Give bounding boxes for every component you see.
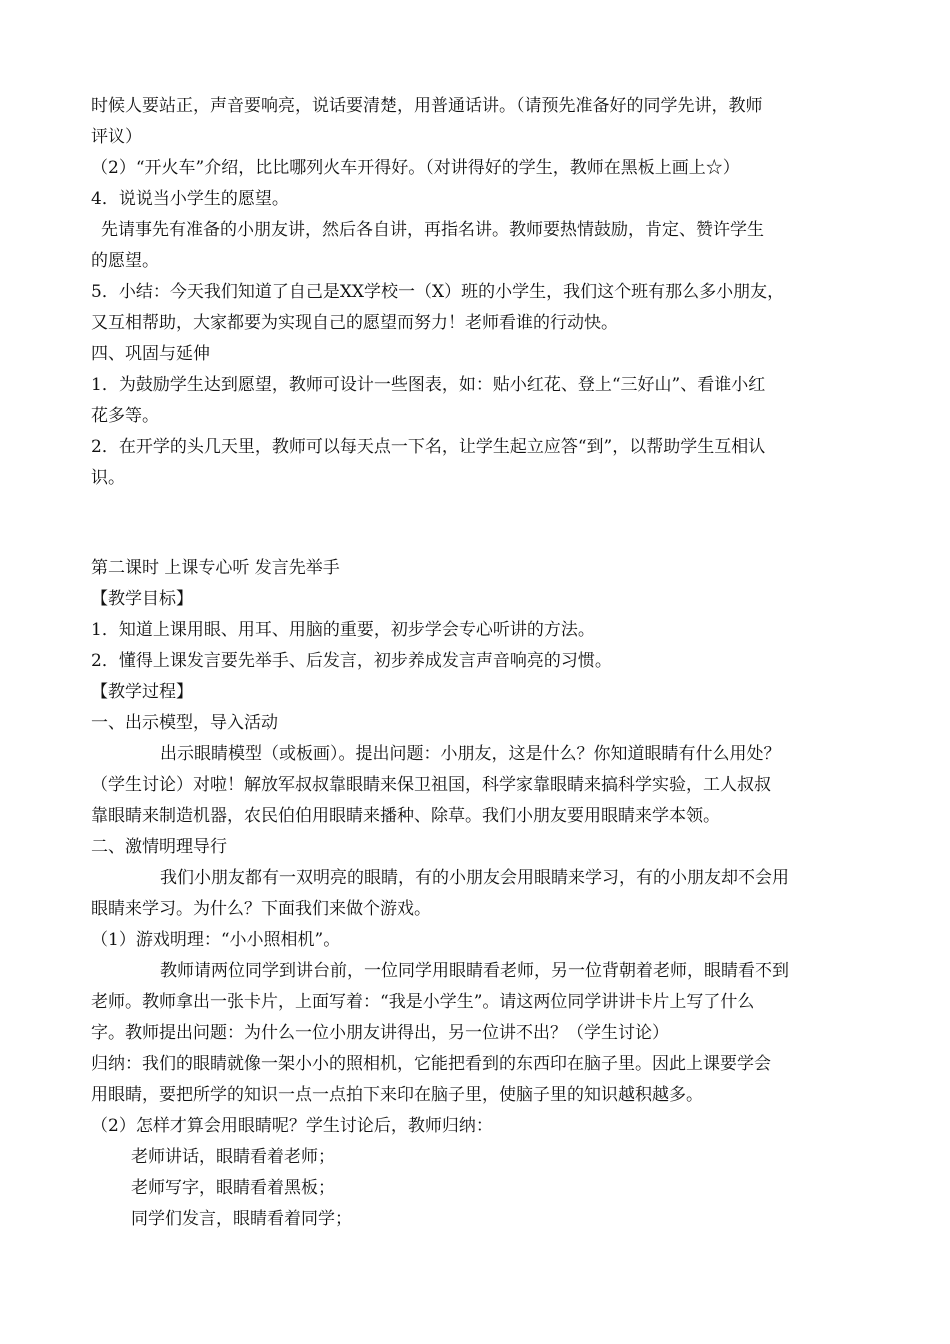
section-heading: 【教学目标】 bbox=[91, 589, 193, 609]
paragraph-line: 4．说说当小学生的愿望。 bbox=[91, 189, 289, 209]
paragraph-line: 识。 bbox=[91, 468, 125, 488]
paragraph-line: （2）怎样才算会用眼睛呢？学生讨论后，教师归纳： bbox=[91, 1116, 493, 1136]
paragraph-line: 出示眼睛模型（或板画）。提出问题：小朋友，这是什么？你知道眼睛有什么用处？ bbox=[160, 744, 781, 764]
paragraph-line: 1．为鼓励学生达到愿望，教师可设计一些图表，如：贴小红花、登上“三好山”、看谁小红 bbox=[91, 375, 766, 395]
paragraph-line: 教师请两位同学到讲台前，一位同学用眼睛看老师，另一位背朝着老师，眼睛看不到 bbox=[160, 961, 789, 981]
section-heading: 四、巩固与延伸 bbox=[91, 344, 210, 364]
paragraph-line: 2．在开学的头几天里，教师可以每天点一下名，让学生起立应答“到”，以帮助学生互相认 bbox=[91, 437, 766, 457]
paragraph-line: 字。教师提出问题：为什么一位小朋友讲得出，另一位讲不出？（学生讨论） bbox=[91, 1023, 669, 1043]
paragraph-line: 靠眼睛来制造机器，农民伯伯用眼睛来播种、除草。我们小朋友要用眼睛来学本领。 bbox=[91, 806, 720, 826]
paragraph-line: 用眼睛，要把所学的知识一点一点拍下来印在脑子里，使脑子里的知识越积越多。 bbox=[91, 1085, 703, 1105]
list-item: 老师写字，眼睛看着黑板； bbox=[131, 1178, 335, 1198]
paragraph-line: 归纳：我们的眼睛就像一架小小的照相机，它能把看到的东西印在脑子里。因此上课要学会 bbox=[91, 1054, 771, 1074]
paragraph-line: 2．懂得上课发言要先举手、后发言，初步养成发言声音响亮的习惯。 bbox=[91, 651, 612, 671]
paragraph-line: 老师。教师拿出一张卡片，上面写着：“我是小学生”。请这两位同学讲讲卡片上写了什么 bbox=[91, 992, 755, 1012]
list-item: 老师讲话，眼睛看着老师； bbox=[131, 1147, 335, 1167]
paragraph-line: 先请事先有准备的小朋友讲，然后各自讲，再指名讲。教师要热情鼓励，肯定、赞许学生 bbox=[101, 220, 764, 240]
lesson-title: 第二课时 上课专心听 发言先举手 bbox=[91, 558, 340, 578]
section-heading: 【教学过程】 bbox=[91, 682, 193, 702]
list-item: 同学们发言，眼睛看着同学； bbox=[131, 1209, 352, 1229]
paragraph-line: 评议） bbox=[91, 127, 142, 147]
paragraph-line: 又互相帮助，大家都要为实现自己的愿望而努力！老师看谁的行动快。 bbox=[91, 313, 618, 333]
paragraph-line: 眼睛来学习。为什么？下面我们来做个游戏。 bbox=[91, 899, 431, 919]
paragraph-line: 我们小朋友都有一双明亮的眼睛，有的小朋友会用眼睛来学习，有的小朋友却不会用 bbox=[160, 868, 789, 888]
paragraph-line: 的愿望。 bbox=[91, 251, 159, 271]
paragraph-line: 1．知道上课用眼、用耳、用脑的重要，初步学会专心听讲的方法。 bbox=[91, 620, 595, 640]
section-heading: 一、出示模型，导入活动 bbox=[91, 713, 278, 733]
paragraph-line: （学生讨论）对啦！解放军叔叔靠眼睛来保卫祖国，科学家靠眼睛来搞科学实验，工人叔叔 bbox=[91, 775, 771, 795]
paragraph-line: （2）“开火车”介绍，比比哪列火车开得好。（对讲得好的学生，教师在黑板上画上☆） bbox=[91, 158, 740, 178]
section-heading: 二、激情明理导行 bbox=[91, 837, 227, 857]
paragraph-line: （1）游戏明理：“小小照相机”。 bbox=[91, 930, 341, 950]
paragraph-line: 花多等。 bbox=[91, 406, 159, 426]
paragraph-line: 时候人要站正，声音要响亮，说话要清楚，用普通话讲。（请预先准备好的同学先讲，教师 bbox=[91, 96, 763, 116]
paragraph-line: 5．小结：今天我们知道了自己是XX学校一（X）班的小学生，我们这个班有那么多小朋友， bbox=[91, 282, 785, 302]
